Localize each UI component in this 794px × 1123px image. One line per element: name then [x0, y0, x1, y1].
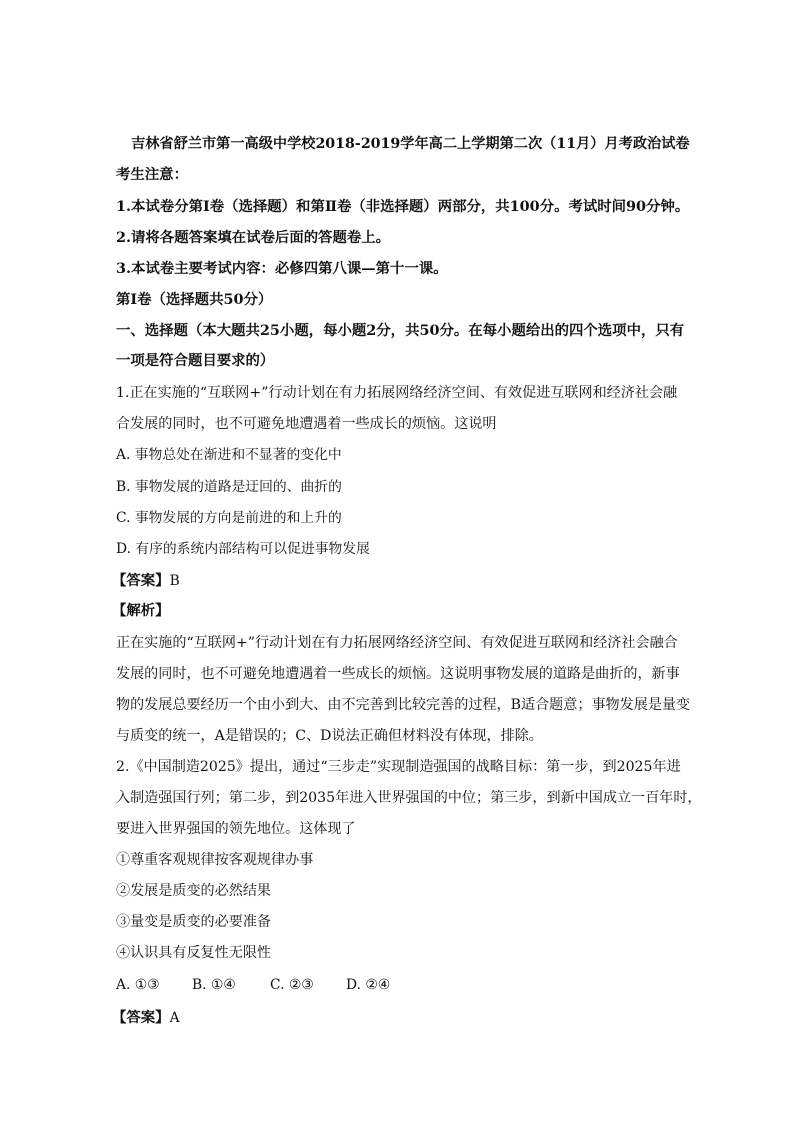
q2-answer: [112, 1007, 692, 1028]
section-heading-line1: 一、选择题（本大题共25小题，每小题2分，共50分。在每小题给出的四个选项中，只有: [116, 322, 685, 339]
q1-analysis-line4: 与质变的统一，A是错误的；C、D说法正确但材料没有体现，排除。: [116, 728, 543, 744]
q1-answer-label: 【答案】: [112, 572, 170, 589]
q1-option-a: A. 事物总处在渐进和不显著的变化中: [116, 447, 342, 463]
q1-option-b: B. 事物发展的道路是迂回的、曲折的: [116, 479, 342, 495]
q1-option-d: D. 有序的系统内部结构可以促进事物发展: [116, 541, 370, 557]
q1-analysis-line3: 物的发展总要经历一个由小到大、由不完善到比较完善的过程，B适合题意；事物发展是量变: [116, 697, 691, 713]
notice-item-2: 2.请将各题答案填在试卷后面的答题卷上。: [116, 229, 391, 246]
q2-choices: [116, 975, 696, 995]
q2-stem-line3: 要进入世界强国的领先地位。这体现了: [116, 821, 356, 837]
q1-stem-line2: 合发展的同时，也不可避免地遭遇着一些成长的烦恼。这说明: [116, 416, 497, 432]
q2-statement-3: ③量变是质变的必要准备: [116, 914, 272, 930]
q2-stem-line2: 入制造强国行列；第二步，到2035年进入世界强国的中位；第三步，到新中国成立一百年时，: [116, 790, 702, 806]
notice-item-3: 3.本试卷主要考试内容：必修四第八课—第十一课。: [116, 260, 448, 277]
notice-heading: 考生注意：: [116, 166, 188, 183]
q1-analysis-label: 【解析】: [112, 602, 170, 619]
q2-statement-1: ①尊重客观规律按客观规律办事: [116, 852, 314, 868]
q1-answer-value: B: [169, 573, 180, 589]
q2-statement-4: ④认识具有反复性无限性: [116, 945, 272, 961]
q1-answer: [112, 570, 692, 591]
q2-answer-value: A: [169, 1010, 180, 1026]
q1-analysis-line2: 发展的同时，也不可避免地遭遇着一些成长的烦恼。这说明事物发展的道路是曲折的，新事: [116, 666, 680, 682]
q2-choice-d: D. ②④: [346, 977, 391, 993]
notice-item-1: 1.本试卷分第Ⅰ卷（选择题）和第Ⅱ卷（非选择题）两部分，共100分。考试时间90分钟。: [116, 198, 690, 215]
part1-heading: 第Ⅰ卷（选择题共50分）: [116, 291, 273, 308]
q2-choice-a: A. ①③: [116, 977, 160, 993]
q2-choice-b: B. ①④: [192, 977, 236, 993]
section-heading-line2: 一项是符合题目要求的）: [116, 352, 275, 369]
q2-stem-line1: 2.《中国制造2025》提出，通过“三步走”实现制造强国的战略目标：第一步，到2025年进: [116, 759, 681, 775]
q2-answer-label: 【答案】: [112, 1009, 170, 1026]
q2-choice-c: C. ②③: [270, 977, 314, 993]
q1-stem-line1: 1.正在实施的“互联网+”行动计划在有力拓展网络经济空间、有效促进互联网和经济社会融: [116, 385, 678, 401]
page-title: 吉林省舒兰市第一高级中学校2018-2019学年高二上学期第二次（11月）月考政治试卷: [131, 136, 690, 152]
q2-statement-2: ②发展是质变的必然结果: [116, 883, 272, 899]
q1-option-c: C. 事物发展的方向是前进的和上升的: [116, 510, 342, 526]
q1-analysis-line1: 正在实施的“互联网+”行动计划在有力拓展网络经济空间、有效促进互联网和经济社会融合: [116, 635, 678, 651]
